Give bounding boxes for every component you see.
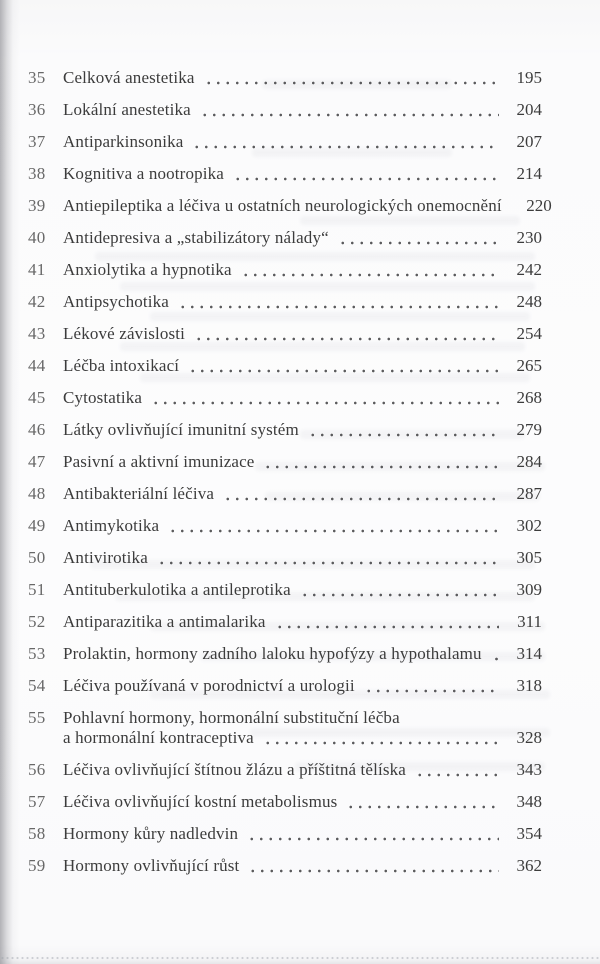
toc-entry: [28, 824, 542, 843]
chapter-title: Pohlavní hormony, hormonální substituční léčba: [63, 708, 400, 727]
page-number: 242: [516, 260, 542, 279]
chapter-number: 47: [28, 452, 46, 471]
chapter-number: 46: [28, 420, 46, 439]
page-number: 287: [516, 484, 542, 503]
toc-entry: [28, 580, 542, 599]
page-number: 343: [516, 760, 542, 779]
chapter-title-continued: a hormonální kontraceptiva: [63, 728, 254, 747]
chapter-number: 54: [28, 676, 46, 695]
page-number: 265: [516, 356, 542, 375]
toc-entry: [28, 484, 542, 503]
chapter-number: 41: [28, 260, 46, 279]
page-number: 318: [516, 676, 542, 695]
chapter-number: 44: [28, 356, 46, 375]
dot-leader: [176, 292, 499, 311]
toc-entry: [28, 792, 542, 811]
chapter-title: Pasivní a aktivní imunizace: [63, 452, 255, 471]
toc-entry-line1: [28, 708, 542, 727]
chapter-number: 39: [28, 196, 46, 215]
chapter-title: Látky ovlivňující imunitní systém: [63, 420, 299, 439]
chapter-title: Antiparkinsonika: [63, 132, 184, 151]
dot-leader: [186, 356, 499, 375]
chapter-title: Léčiva ovlivňující štítnou žlázu a příštitná tělíska: [63, 760, 406, 779]
chapter-title: Prolaktin, hormony zadního laloku hypofýzy a hypothalamu: [63, 644, 482, 663]
page-number: 309: [516, 580, 542, 599]
page-number: 279: [516, 420, 542, 439]
toc-entry: [28, 164, 542, 183]
page-number: 268: [516, 388, 542, 407]
page-number: 314: [516, 644, 542, 663]
toc-entry: [28, 356, 542, 375]
chapter-title: Antidepresiva a „stabilizátory nálady“: [63, 228, 329, 247]
page-number: 284: [516, 452, 542, 471]
dot-leader: [246, 856, 499, 875]
dot-leader: [413, 760, 499, 779]
chapter-title: Anxiolytika a hypnotika: [63, 260, 232, 279]
page-number: 254: [516, 324, 542, 343]
page-number: 362: [516, 856, 542, 875]
toc-entry: [28, 292, 542, 311]
page-number: 354: [516, 824, 542, 843]
chapter-number: 35: [28, 68, 46, 87]
dot-leader: [336, 228, 499, 247]
table-of-contents: [28, 68, 552, 888]
chapter-title: Hormony ovlivňující růst: [63, 856, 240, 875]
chapter-number: 49: [28, 516, 46, 535]
dot-leader: [362, 676, 499, 695]
dot-leader: [306, 420, 499, 439]
dot-leader: [198, 100, 499, 119]
dot-leader: [192, 324, 499, 343]
chapter-number: 52: [28, 612, 46, 631]
chapter-title: Antibakteriální léčiva: [63, 484, 215, 503]
chapter-number: 51: [28, 580, 46, 599]
dot-leader: [231, 164, 499, 183]
page-number: 195: [516, 68, 542, 87]
page-number: 328: [516, 728, 542, 747]
dot-leader: [489, 644, 499, 663]
dot-leader: [221, 484, 499, 503]
chapter-number: 48: [28, 484, 46, 503]
toc-entry: [28, 68, 542, 87]
chapter-title: Léčba intoxikací: [63, 356, 180, 375]
chapter-number: 55: [28, 708, 46, 727]
dot-leader: [298, 580, 499, 599]
chapter-title: Antituberkulotika a antileprotika: [63, 580, 291, 599]
toc-entry: [28, 228, 542, 247]
chapter-number: 36: [28, 100, 46, 119]
chapter-title: Antipsychotika: [63, 292, 169, 311]
chapter-number: 53: [28, 644, 46, 663]
chapter-title: Cytostatika: [63, 388, 143, 407]
toc-entry: [28, 612, 542, 631]
toc-entry: [28, 132, 542, 151]
page-bottom-shadow: [0, 959, 600, 964]
toc-entry: [28, 196, 552, 215]
toc-entry: [28, 100, 542, 119]
chapter-title: Kognitiva a nootropika: [63, 164, 224, 183]
toc-entry: [28, 260, 542, 279]
chapter-number: 45: [28, 388, 46, 407]
page-number: 302: [516, 516, 542, 535]
chapter-title: Léčiva používaná v porodnictví a urologii: [63, 676, 355, 695]
page-number: 230: [516, 228, 542, 247]
page-number: 305: [516, 548, 542, 567]
toc-entry: [28, 856, 542, 875]
toc-entry: [28, 388, 542, 407]
page-number: 220: [526, 196, 552, 215]
dot-leader: [261, 452, 499, 471]
chapter-number: 59: [28, 856, 46, 875]
page-number: 348: [516, 792, 542, 811]
toc-entry: [28, 452, 542, 471]
page-gutter-shadow: [0, 0, 20, 964]
page-number: 204: [516, 100, 542, 119]
dot-leader: [273, 612, 499, 631]
chapter-title: Léčiva ovlivňující kostní metabolismus: [63, 792, 338, 811]
toc-entry: [28, 644, 542, 663]
chapter-title: Antivirotika: [63, 548, 148, 567]
chapter-title: Lékové závislosti: [63, 324, 185, 343]
chapter-title: Antiepileptika a léčiva u ostatních neurologických onemocnění: [63, 196, 502, 215]
chapter-title: Antimykotika: [63, 516, 160, 535]
dot-leader: [261, 728, 499, 747]
chapter-title: Celková anestetika: [63, 68, 195, 87]
toc-entry: [28, 548, 542, 567]
page-number: 248: [516, 292, 542, 311]
dot-leader: [149, 388, 499, 407]
toc-entry: [28, 760, 542, 779]
toc-entry: [28, 420, 542, 439]
chapter-number: 38: [28, 164, 46, 183]
dot-leader: [202, 68, 499, 87]
page-number: 214: [516, 164, 542, 183]
dot-leader: [155, 548, 499, 567]
chapter-number: 56: [28, 760, 46, 779]
page-number: 207: [516, 132, 542, 151]
chapter-title: Hormony kůry nadledvin: [63, 824, 239, 843]
dot-leader: [166, 516, 499, 535]
dot-leader: [239, 260, 499, 279]
page-number: 311: [517, 612, 542, 631]
toc-entry-line2: [28, 728, 542, 747]
chapter-number: 57: [28, 792, 46, 811]
chapter-title: Lokální anestetika: [63, 100, 191, 119]
toc-entry: [28, 324, 542, 343]
toc-entry: [28, 516, 542, 535]
chapter-number: 58: [28, 824, 46, 843]
dot-leader: [344, 792, 499, 811]
chapter-number: 50: [28, 548, 46, 567]
dot-leader: [190, 132, 499, 151]
chapter-number: 43: [28, 324, 46, 343]
dot-leader: [245, 824, 499, 843]
chapter-number: 40: [28, 228, 46, 247]
chapter-number: 42: [28, 292, 46, 311]
chapter-number: 37: [28, 132, 46, 151]
toc-entry: [28, 676, 542, 695]
chapter-title: Antiparazitika a antimalarika: [63, 612, 266, 631]
